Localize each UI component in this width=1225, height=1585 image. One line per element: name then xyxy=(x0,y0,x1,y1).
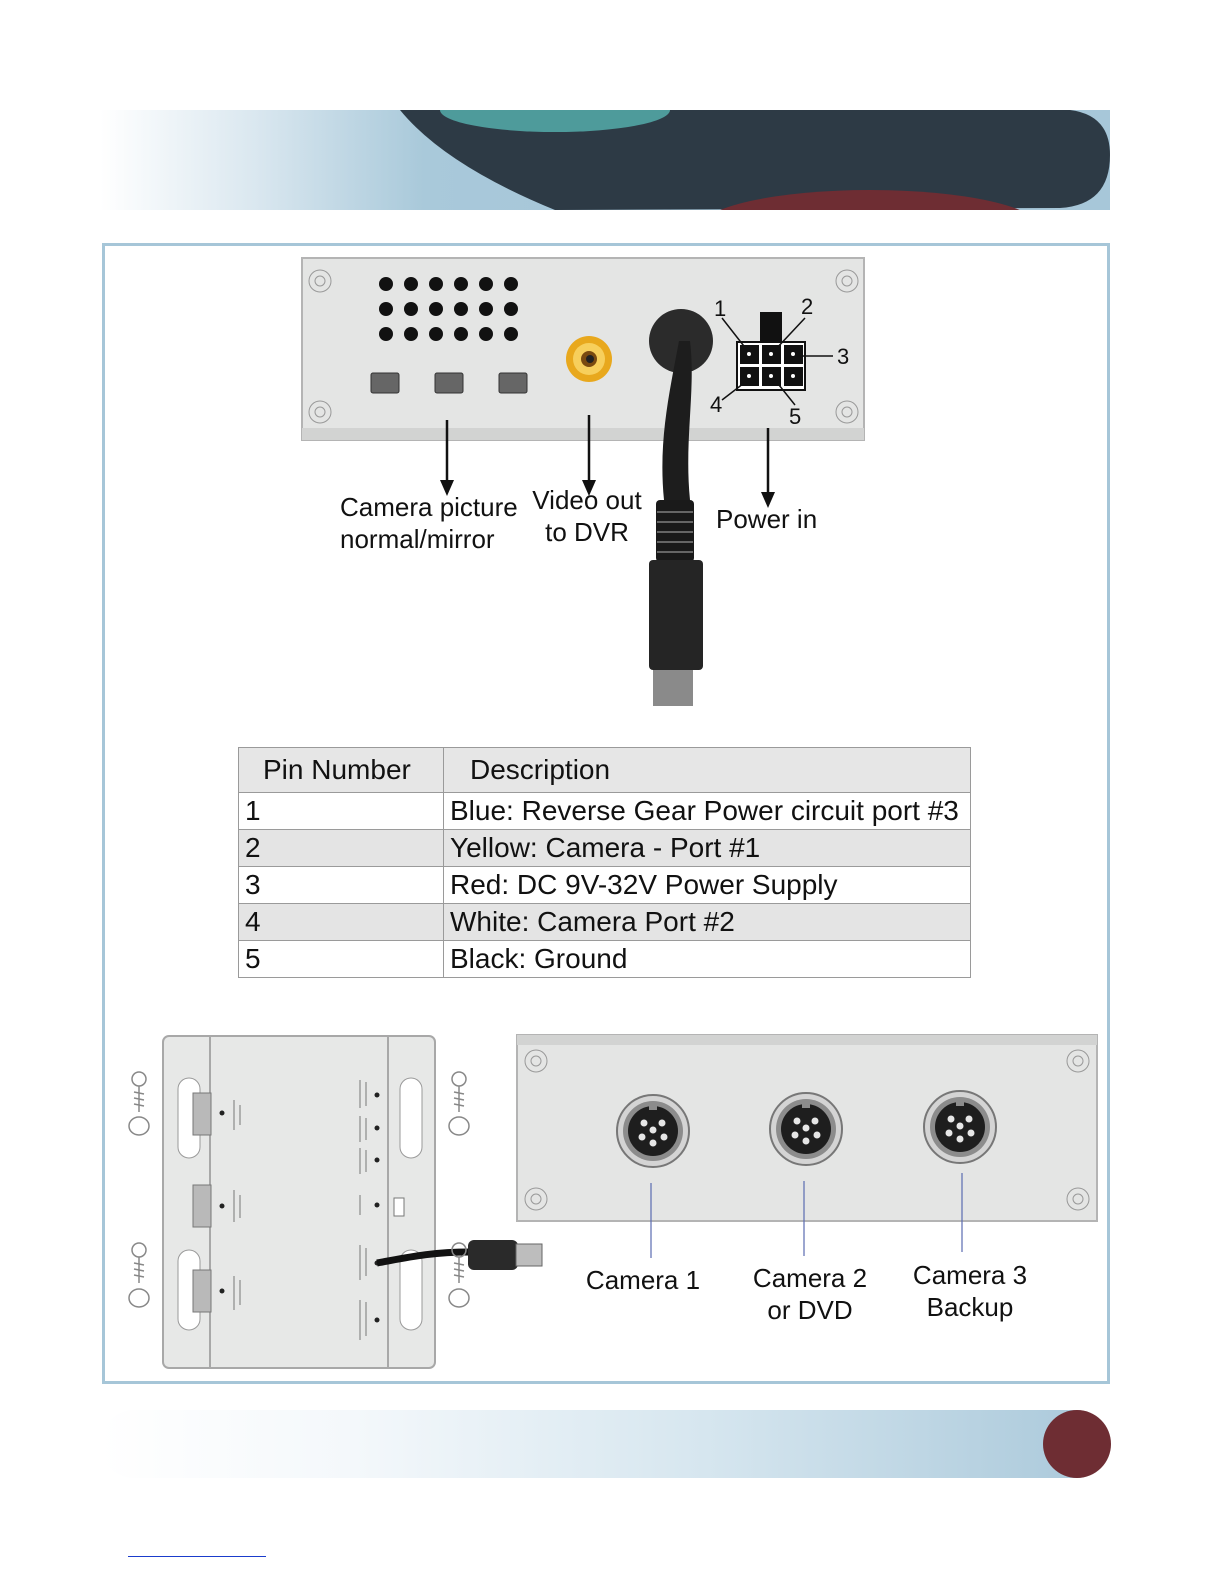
pin-number-cell: 3 xyxy=(239,867,444,904)
footer-bar xyxy=(100,1410,1110,1478)
pin-number-cell: 4 xyxy=(239,904,444,941)
description-cell: Red: DC 9V-32V Power Supply xyxy=(444,867,971,904)
camera-3-line-2: Backup xyxy=(926,1292,1014,1322)
description-header: Description xyxy=(444,748,971,793)
camera-1-line-1: Camera 1 xyxy=(585,1265,701,1295)
pin-number-cell: 1 xyxy=(239,793,444,830)
camera-2-label xyxy=(745,1262,875,1326)
pin-number-cell: 2 xyxy=(239,830,444,867)
video-out-line-2: to DVR xyxy=(545,517,629,547)
pin-number-header: Pin Number xyxy=(239,748,444,793)
pin-number-cell: 5 xyxy=(239,941,444,978)
description-cell: White: Camera Port #2 xyxy=(444,904,971,941)
pin-label-5: 5 xyxy=(789,404,802,429)
camera-3-line-1: Camera 3 xyxy=(912,1260,1028,1290)
footer-link-underline xyxy=(128,1556,266,1557)
power-in-label: Power in xyxy=(716,504,818,534)
description-cell: Black: Ground xyxy=(444,941,971,978)
pin-label-3: 3 xyxy=(837,344,850,369)
camera-2-line-2: or DVD xyxy=(767,1295,853,1325)
camera-connector-2 xyxy=(770,1093,842,1165)
description-cell: Blue: Reverse Gear Power circuit port #3 xyxy=(444,793,971,830)
pin-label-1: 1 xyxy=(714,296,727,321)
pin-label-4: 4 xyxy=(710,392,723,417)
video-out-line-1: Video out xyxy=(532,485,642,515)
camera-connector-1 xyxy=(617,1095,689,1167)
description-cell: Yellow: Camera - Port #1 xyxy=(444,830,971,867)
camera-1-label xyxy=(578,1264,708,1296)
camera-picture-line-1: Camera picture xyxy=(340,492,518,522)
camera-2-line-1: Camera 2 xyxy=(752,1263,868,1293)
page-marker xyxy=(1043,1410,1111,1478)
camera-picture-line-2: normal/mirror xyxy=(340,524,495,554)
camera-3-label xyxy=(905,1259,1035,1323)
pin-label-2: 2 xyxy=(801,294,814,319)
camera-connector-3 xyxy=(924,1091,996,1163)
